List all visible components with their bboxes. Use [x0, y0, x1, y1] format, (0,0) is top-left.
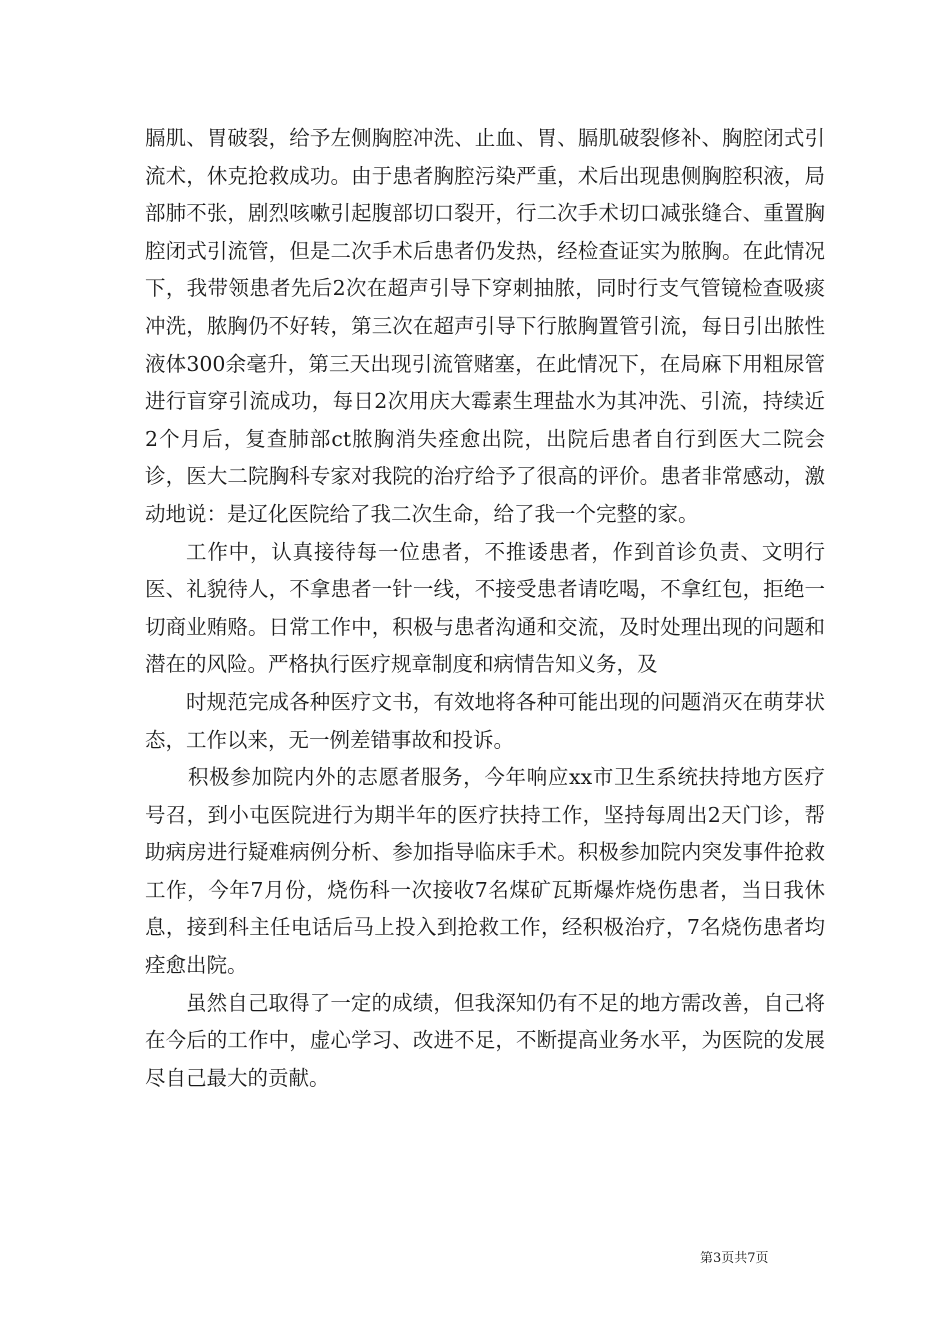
- paragraph-1: 膈肌、胃破裂，给予左侧胸腔冲洗、止血、胃、膈肌破裂修补、胸腔闭式引流术，休克抢救成功。由于患者胸腔污染严重，术后出现患侧胸腔积液，局部肺不张，剧烈咳嗽引起腹部切口裂开，行二次手术切口减张缝合、重置胸腔闭式引流管，但是二次手术后患者仍发热，经检查证实为脓胸。在此情况下，我带领患者先后2次在超声引导下穿刺抽脓，同时行支气管镜检查吸痰冲洗，脓胸仍不好转，第三次在超声引导下行脓胸置管引流，每日引出脓性液体300余毫升，第三天出现引流管赌塞，在此情况下，在局麻下用粗尿管进行盲穿引流成功，每日2次用庆大霉素生理盐水为其冲洗、引流，持续近2个月后，复查肺部ct脓胸消失痊愈出院，出院后患者自行到医大二院会诊，医大二院胸科专家对我院的治疗给予了很高的评价。患者非常感动，激动地说：是辽化医院给了我二次生命，给了我一个完整的家。: [145, 126, 825, 526]
- page-number: 第3页共7页: [700, 1251, 769, 1266]
- paragraph-5: 虽然自己取得了一定的成绩，但我深知仍有不足的地方需改善，自己将在今后的工作中，虚心学习、改进不足，不断提高业务水平，为医院的发展尽自己最大的贡献。: [145, 990, 825, 1090]
- document-body: [145, 120, 825, 1097]
- paragraph-3: 时规范完成各种医疗文书，有效地将各种可能出现的问题消灭在萌芽状态，工作以来，无一例差错事故和投诉。: [145, 689, 825, 752]
- paragraph-4: 积极参加院内外的志愿者服务，今年响应xx市卫生系统扶持地方医疗号召，到小屯医院进行为期半年的医疗扶持工作，坚持每周出2天门诊，帮助病房进行疑难病例分析、参加指导临床手术。积极参加院内突发事件抢救工作，今年7月份，烧伤科一次接收7名煤矿瓦斯爆炸烧伤患者，当日我休息，接到科主任电话后马上投入到抢救工作，经积极治疗，7名烧伤患者均痊愈出院。: [145, 765, 825, 978]
- paragraph-2: 工作中，认真接待每一位患者，不推诿患者，作到首诊负责、文明行医、礼貌待人，不拿患者一针一线，不接受患者请吃喝，不拿红包，拒绝一切商业贿赂。日常工作中，积极与患者沟通和交流，及时处理出现的问题和潜在的风险。严格执行医疗规章制度和病情告知义务，及: [145, 539, 825, 677]
